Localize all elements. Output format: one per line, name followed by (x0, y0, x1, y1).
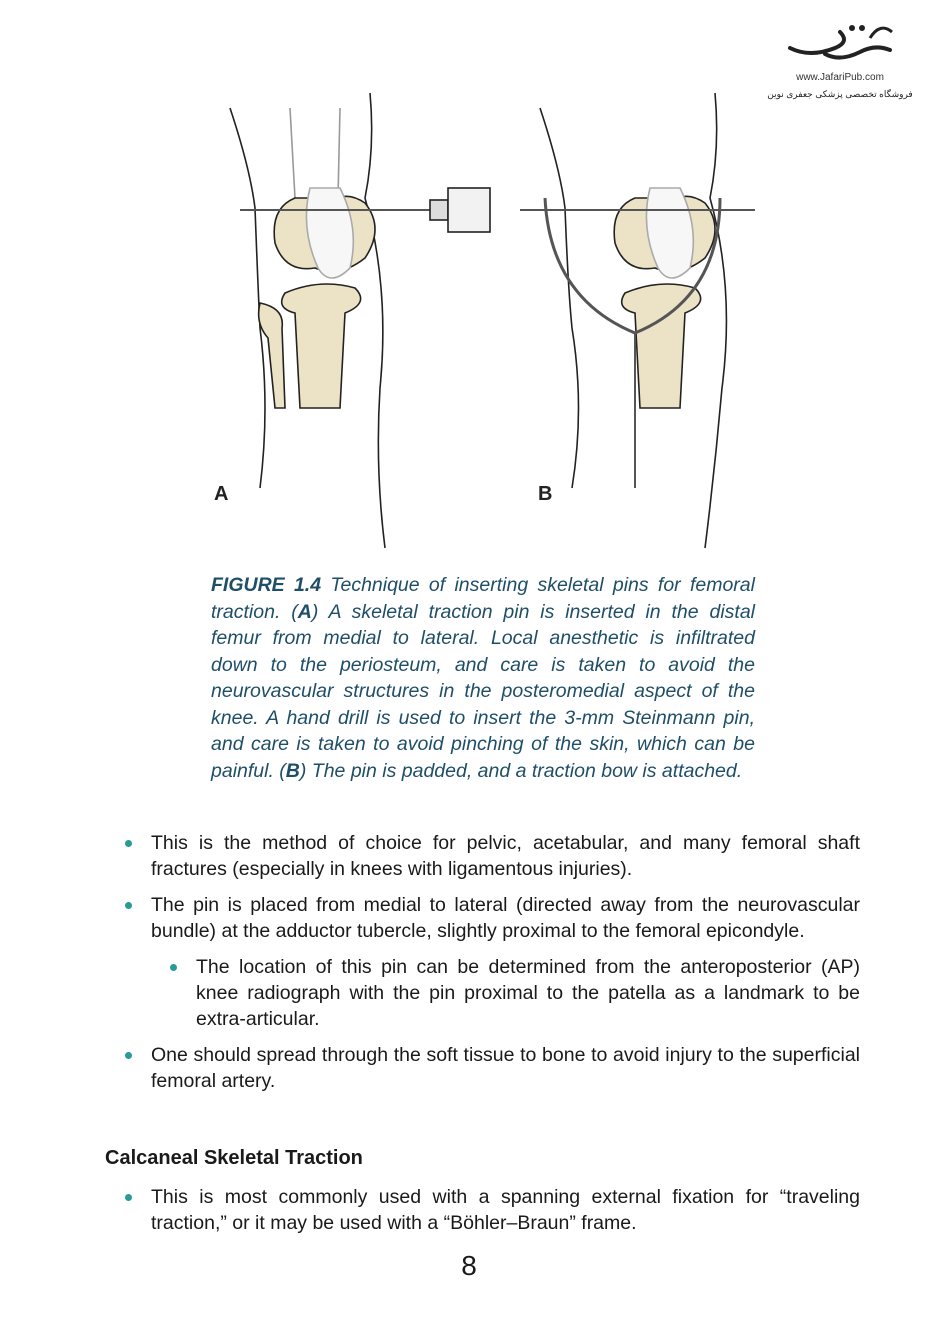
bullet-list-2 (122, 1184, 860, 1246)
panel-b-label: B (538, 483, 553, 505)
calligraphy-logo-icon (780, 18, 900, 70)
caption-text-3: ) The pin is padded, and a traction bow is attached. (299, 759, 743, 782)
logo-tagline: فروشگاه تخصصی پزشکی جعفری نوین (767, 89, 913, 99)
panel-b-drawing (520, 93, 755, 548)
knee-illustration (200, 88, 770, 558)
caption-ref-b: B (285, 759, 300, 782)
page-number: 8 (461, 1250, 477, 1281)
list-item: The pin is placed from medial to lateral (directed away from the neurovascular bundle) at the adductor tubercle, slightly proximal to the femoral epicondyle. (122, 892, 860, 944)
section-heading: Calcaneal Skeletal Traction (105, 1147, 363, 1169)
caption-text-1: Technique of inserting skeletal pins for femoral traction. ( (211, 574, 755, 623)
list-item: This is the method of choice for pelvic, acetabular, and many femoral shaft fractures (especially in knees with ligamentous injuries). (122, 830, 860, 882)
caption-label: FIGURE 1.4 (211, 574, 322, 596)
logo-url: www.JafariPub.com (796, 72, 884, 83)
knee-traction-figure (200, 88, 770, 558)
publisher-logo (760, 18, 920, 113)
caption-text-2: ) A skeletal traction pin is inserted in the distal femur from medial to lateral. Local anesthetic is infiltrated down to the periosteum, and care is taken to avoid the neurovascular structures in the posteromedial aspect of the knee. A hand drill is used to insert the 3-mm Steinmann pin, and care is taken to avoid pinching of the skin, which can be painful. ( (211, 600, 755, 782)
figure-caption (211, 572, 755, 784)
panel-a-label: A (214, 483, 229, 505)
bullet-list (122, 830, 860, 1104)
list-item-sub: The location of this pin can be determined from the anteroposterior (AP) knee radiograph with the pin proximal to the patella as a landmark to be extra-articular. (167, 954, 860, 1032)
list-item: One should spread through the soft tissue to bone to avoid injury to the superficial femoral artery. (122, 1042, 860, 1094)
caption-ref-a: A (297, 600, 312, 623)
panel-a-drawing (230, 93, 490, 548)
list-item: This is most commonly used with a spanning external fixation for “traveling traction,” or it may be used with a “Böhler–Braun” frame. (122, 1184, 860, 1236)
